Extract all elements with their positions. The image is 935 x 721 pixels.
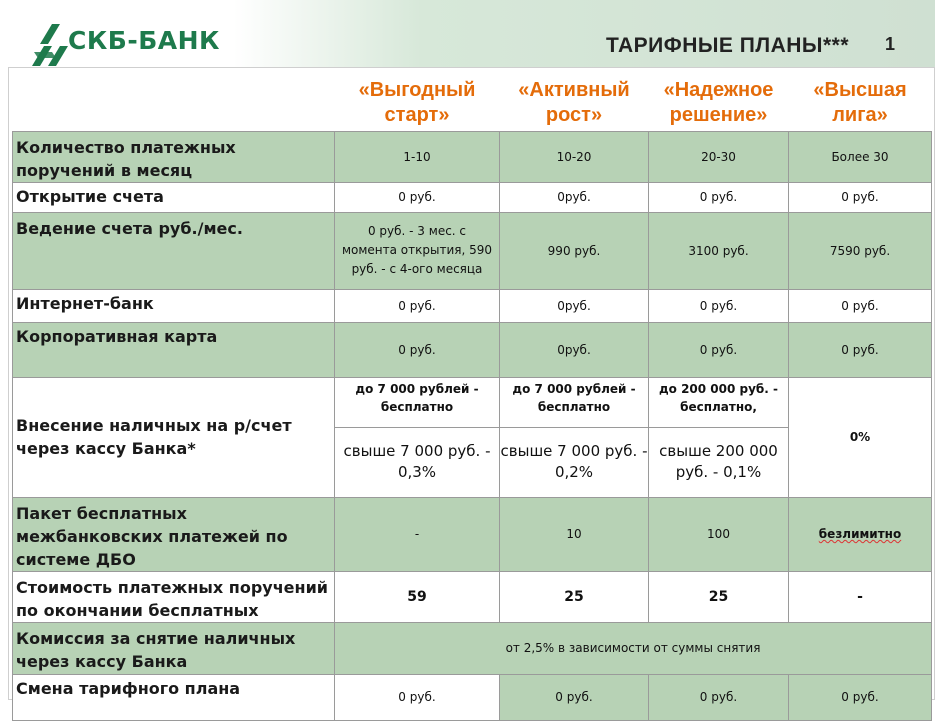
slide-number: 1 bbox=[885, 34, 896, 54]
table-cell: 100 bbox=[649, 497, 789, 571]
plan-name-line1: «Активный bbox=[518, 78, 630, 101]
row-label: Корпоративная карта bbox=[13, 322, 335, 377]
plan-name-line2: лига» bbox=[832, 103, 888, 126]
page-title: ТАРИФНЫЕ ПЛАНЫ*** bbox=[606, 34, 849, 57]
table-cell: 0 руб. bbox=[649, 674, 789, 720]
table-cell: от 2,5% в зависимости от суммы снятия bbox=[335, 622, 932, 674]
table-cell: 20-30 bbox=[649, 131, 789, 182]
plan-name-line2: рост» bbox=[545, 103, 603, 126]
plan-name-line2: решение» bbox=[669, 103, 768, 126]
table-cell: 0 руб. bbox=[500, 674, 649, 720]
table-cell: 990 руб. bbox=[500, 212, 649, 289]
table-row bbox=[13, 497, 932, 571]
plan-name-line1: «Надежное bbox=[663, 78, 774, 101]
table-cell: 3100 руб. bbox=[649, 212, 789, 289]
unlimited-value: безлимитно bbox=[818, 527, 902, 541]
table-cell: 0 руб. bbox=[335, 674, 500, 720]
table-cell bbox=[789, 497, 932, 571]
plan-name-line2: старт» bbox=[384, 103, 450, 126]
table-cell: 10 bbox=[500, 497, 649, 571]
row-label: Интернет-банк bbox=[13, 289, 335, 322]
tariff-table bbox=[12, 75, 932, 721]
table-cell: 0 руб. bbox=[649, 182, 789, 212]
table-cell: 0 руб. bbox=[789, 182, 932, 212]
table-cell: - bbox=[789, 571, 932, 622]
table-row bbox=[13, 674, 932, 720]
table-cell: 0 руб. bbox=[649, 322, 789, 377]
table-cell: 0 руб. bbox=[789, 289, 932, 322]
table-row bbox=[13, 571, 932, 622]
table-cell: 7590 руб. bbox=[789, 212, 932, 289]
table-cell: Более 30 bbox=[789, 131, 932, 182]
plan-name-line1: «Высшая bbox=[813, 78, 907, 101]
table-cell: 0 руб. bbox=[649, 289, 789, 322]
table-cell: 0руб. bbox=[500, 182, 649, 212]
row-label: Смена тарифного плана bbox=[13, 674, 335, 720]
row-label: Пакет бесплатных межбанковских платежей по системе ДБО bbox=[13, 497, 335, 571]
slide-header bbox=[0, 0, 935, 68]
plans-header-row bbox=[13, 75, 932, 131]
table-cell: свыше 7 000 руб. - 0,3% bbox=[335, 427, 500, 497]
row-label: Стоимость платежных поручений по окончании бесплатных bbox=[13, 571, 335, 622]
table-cell: свыше 200 000 руб. - 0,1% bbox=[649, 427, 789, 497]
header-empty-cell bbox=[13, 75, 335, 131]
table-row bbox=[13, 182, 932, 212]
table-cell: свыше 7 000 руб. - 0,2% bbox=[500, 427, 649, 497]
table-cell: 0 руб. bbox=[335, 182, 500, 212]
plan-header-4 bbox=[789, 75, 932, 131]
table-cell: 59 bbox=[335, 571, 500, 622]
table-cell: 0 руб. bbox=[335, 322, 500, 377]
bank-logo bbox=[30, 24, 230, 64]
table-cell: 25 bbox=[500, 571, 649, 622]
table-cell: 1-10 bbox=[335, 131, 500, 182]
table-cell: до 7 000 рублей - бесплатно bbox=[335, 377, 500, 427]
table-cell: - bbox=[335, 497, 500, 571]
table-row bbox=[13, 322, 932, 377]
logo-text: СКБ-БАНК bbox=[68, 26, 220, 55]
row-label: Комиссия за снятие наличных через кассу Банка bbox=[13, 622, 335, 674]
table-cell: до 200 000 руб. - бесплатно, bbox=[649, 377, 789, 427]
table-cell: 0% bbox=[789, 377, 932, 497]
table-cell: 0 руб. bbox=[335, 289, 500, 322]
plan-name-line1: «Выгодный bbox=[358, 78, 476, 101]
table-row bbox=[13, 622, 932, 674]
plan-header-3 bbox=[649, 75, 789, 131]
table-cell: 25 bbox=[649, 571, 789, 622]
plan-header-1 bbox=[335, 75, 500, 131]
table-row bbox=[13, 131, 932, 182]
table-cell: 0 руб. bbox=[789, 674, 932, 720]
table-cell: до 7 000 рублей - бесплатно bbox=[500, 377, 649, 427]
table-cell: 0 руб. bbox=[789, 322, 932, 377]
table-row bbox=[13, 289, 932, 322]
table-cell: 0 руб. - 3 мес. с момента открытия, 590 руб. - с 4-ого месяца bbox=[335, 212, 500, 289]
row-label: Ведение счета руб./мес. bbox=[13, 212, 335, 289]
table-cell: 0руб. bbox=[500, 289, 649, 322]
table-cell: 0руб. bbox=[500, 322, 649, 377]
table-row bbox=[13, 212, 932, 289]
table-row bbox=[13, 377, 932, 427]
plan-header-2 bbox=[500, 75, 649, 131]
row-label: Количество платежных поручений в месяц bbox=[13, 131, 335, 182]
table-cell: 10-20 bbox=[500, 131, 649, 182]
row-label: Внесение наличных на р/счет через кассу Банка* bbox=[13, 377, 335, 497]
row-label: Открытие счета bbox=[13, 182, 335, 212]
